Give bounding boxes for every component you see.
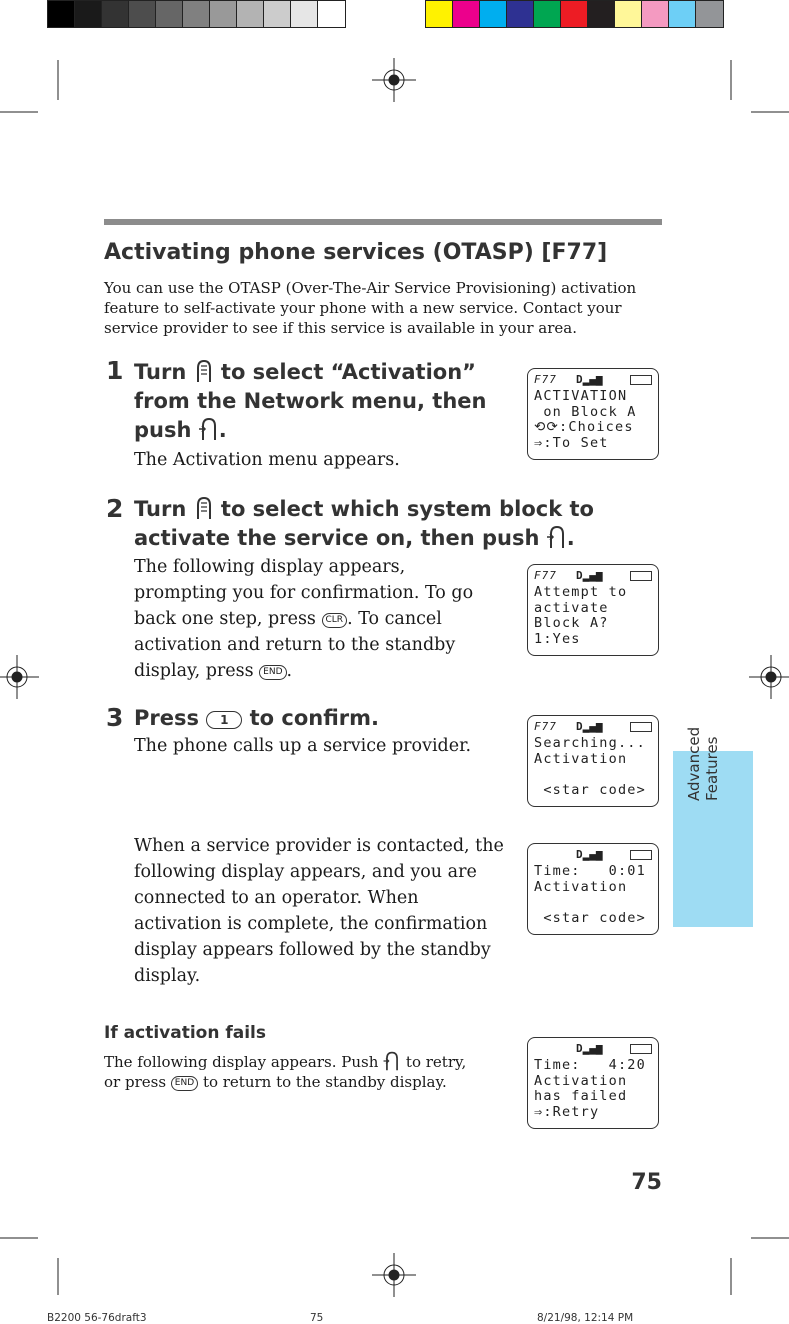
step-3-body-line: connected to an operator. When: [134, 888, 419, 908]
battery-icon: [630, 1044, 652, 1054]
jog-dial-push-icon: [547, 524, 567, 550]
step-3-body-line: display appears followed by the standby: [134, 940, 491, 960]
step-1-title-c: from the Network menu, then: [134, 389, 487, 413]
step-1-title-d: push: [134, 418, 192, 442]
step-2-body-line: display, press: [134, 661, 254, 681]
lcd-line: Activation: [534, 750, 628, 767]
step-2-title-a: Turn: [134, 497, 187, 521]
step-1-title-a: Turn: [134, 360, 187, 384]
lcd-line: Activation: [534, 1072, 628, 1089]
step-1-body: The Activation menu appears.: [134, 450, 400, 470]
fail-body: [104, 1050, 524, 1092]
side-tab-advanced-features: [673, 726, 753, 927]
signal-strength-icon: D▂▄▆: [576, 1042, 603, 1055]
lcd-screen-connected: [527, 843, 659, 935]
step-2-body-line: The following display appears,: [134, 557, 406, 577]
clr-key-icon: CLR: [322, 613, 348, 628]
step-2-title-d: .: [566, 526, 575, 550]
lcd-line: ⇒:Retry: [534, 1103, 600, 1120]
step-3-title-a: Press: [134, 706, 199, 730]
fail-body-line: or press: [104, 1073, 167, 1091]
step-1-number: 1: [106, 356, 124, 385]
step-3-number: 3: [106, 703, 124, 732]
signal-strength-icon: D▂▄▆: [576, 373, 603, 386]
lcd-line: activate: [534, 599, 609, 616]
battery-icon: [630, 375, 652, 385]
step-2-title-c: activate the service on, then push: [134, 526, 540, 550]
lcd-status-row: [534, 848, 654, 862]
jog-dial-turn-icon: [194, 358, 214, 384]
registration-target-right: [749, 655, 789, 699]
lcd-line: <star code>: [534, 781, 646, 798]
lcd-line: Time: 4:20: [534, 1057, 646, 1073]
lcd-line: Attempt to: [534, 584, 628, 600]
jog-dial-push-icon: [383, 1050, 401, 1072]
registration-target-left: [0, 655, 39, 699]
step-3-title-b: to confirm.: [249, 706, 380, 730]
step-2-body-line: .: [286, 661, 293, 681]
step-1-title: [134, 358, 514, 445]
step-3-body-line: following display appears, and you are: [134, 862, 477, 882]
fail-title: If activation fails: [104, 1023, 266, 1043]
lcd-line: on Block A: [534, 403, 637, 420]
lcd-line: Searching...: [534, 735, 646, 751]
step-3-body-line: display.: [134, 966, 201, 986]
lcd-screen-searching: [527, 715, 659, 807]
lcd-line: ⟲⟳:Choices: [534, 419, 634, 435]
step-1-title-e: .: [218, 418, 227, 442]
lcd-function-code: F77: [534, 373, 557, 386]
step-2-body-line: activation and return to the standby: [134, 635, 456, 655]
section-rule: [104, 219, 662, 225]
side-tab-line-2: Features: [703, 736, 721, 801]
footer-left: B2200 56-76draft3: [47, 1312, 147, 1324]
signal-strength-icon: D▂▄▆: [576, 848, 603, 861]
step-2-body-line: back one step, press: [134, 609, 316, 629]
step-2-body-line: . To cancel: [347, 609, 442, 629]
step-1-title-b: to select “Activation”: [220, 360, 476, 384]
lcd-line: Time: 0:01: [534, 863, 646, 879]
footer-right: 8/21/98, 12:14 PM: [537, 1312, 634, 1324]
end-key-icon: END: [259, 665, 286, 680]
step-2-title-b: to select which system block to: [220, 497, 594, 521]
lcd-status-row: [534, 720, 654, 734]
lcd-line: ⇒:To Set: [534, 434, 609, 451]
step-3-body-2: [134, 833, 524, 989]
side-tab-line-1: Advanced: [685, 726, 703, 801]
lcd-line: <star code>: [534, 909, 646, 926]
fail-body-line: The following display appears. Push: [104, 1053, 379, 1071]
lcd-function-code: F77: [534, 569, 557, 582]
lcd-function-code: F77: [534, 720, 557, 733]
signal-strength-icon: D▂▄▆: [576, 569, 603, 582]
registration-target-top: [372, 58, 416, 102]
lcd-line: 1:Yes: [534, 630, 581, 647]
jog-dial-push-icon: [199, 416, 219, 442]
fail-body-line: to return to the standby display.: [202, 1073, 447, 1091]
lcd-screen-failed: [527, 1037, 659, 1129]
lcd-status-row: [534, 569, 654, 583]
battery-icon: [630, 850, 652, 860]
lcd-screen-confirm: [527, 564, 659, 656]
step-2-number: 2: [106, 494, 124, 523]
lcd-status-row: [534, 373, 654, 387]
page-number: 75: [631, 1170, 662, 1195]
battery-icon: [630, 722, 652, 732]
jog-dial-turn-icon: [194, 495, 214, 521]
lcd-line: Activation: [534, 878, 628, 895]
lcd-line: has failed: [534, 1088, 628, 1104]
lcd-line: ACTIVATION: [534, 388, 628, 404]
step-3-body-line: When a service provider is contacted, the: [134, 836, 504, 856]
step-2-body: [134, 554, 514, 684]
fail-body-line: to retry,: [405, 1053, 467, 1071]
signal-strength-icon: D▂▄▆: [576, 720, 603, 733]
step-3-body-line: activation is complete, the confirmation: [134, 914, 488, 934]
lcd-screen-activation-menu: [527, 368, 659, 460]
battery-icon: [630, 571, 652, 581]
section-title: Activating phone services (OTASP) [F77]: [104, 240, 608, 265]
step-3-body: The phone calls up a service provider.: [134, 736, 472, 756]
registration-target-bottom: [372, 1253, 416, 1297]
step-2-body-line: prompting you for confirmation. To go: [134, 583, 474, 603]
one-key-icon: 1: [206, 711, 242, 729]
footer-center: 75: [310, 1312, 324, 1324]
step-2-title: [134, 495, 614, 553]
step-3-title: [134, 704, 379, 733]
section-intro: You can use the OTASP (Over-The-Air Service Provisioning) activation feature to self-activate your phone with a new service. Contact your service provider to see if this service is available in your area.: [104, 279, 637, 337]
end-key-icon: END: [171, 1076, 198, 1091]
lcd-line: Block A?: [534, 615, 609, 631]
lcd-status-row: [534, 1042, 654, 1056]
